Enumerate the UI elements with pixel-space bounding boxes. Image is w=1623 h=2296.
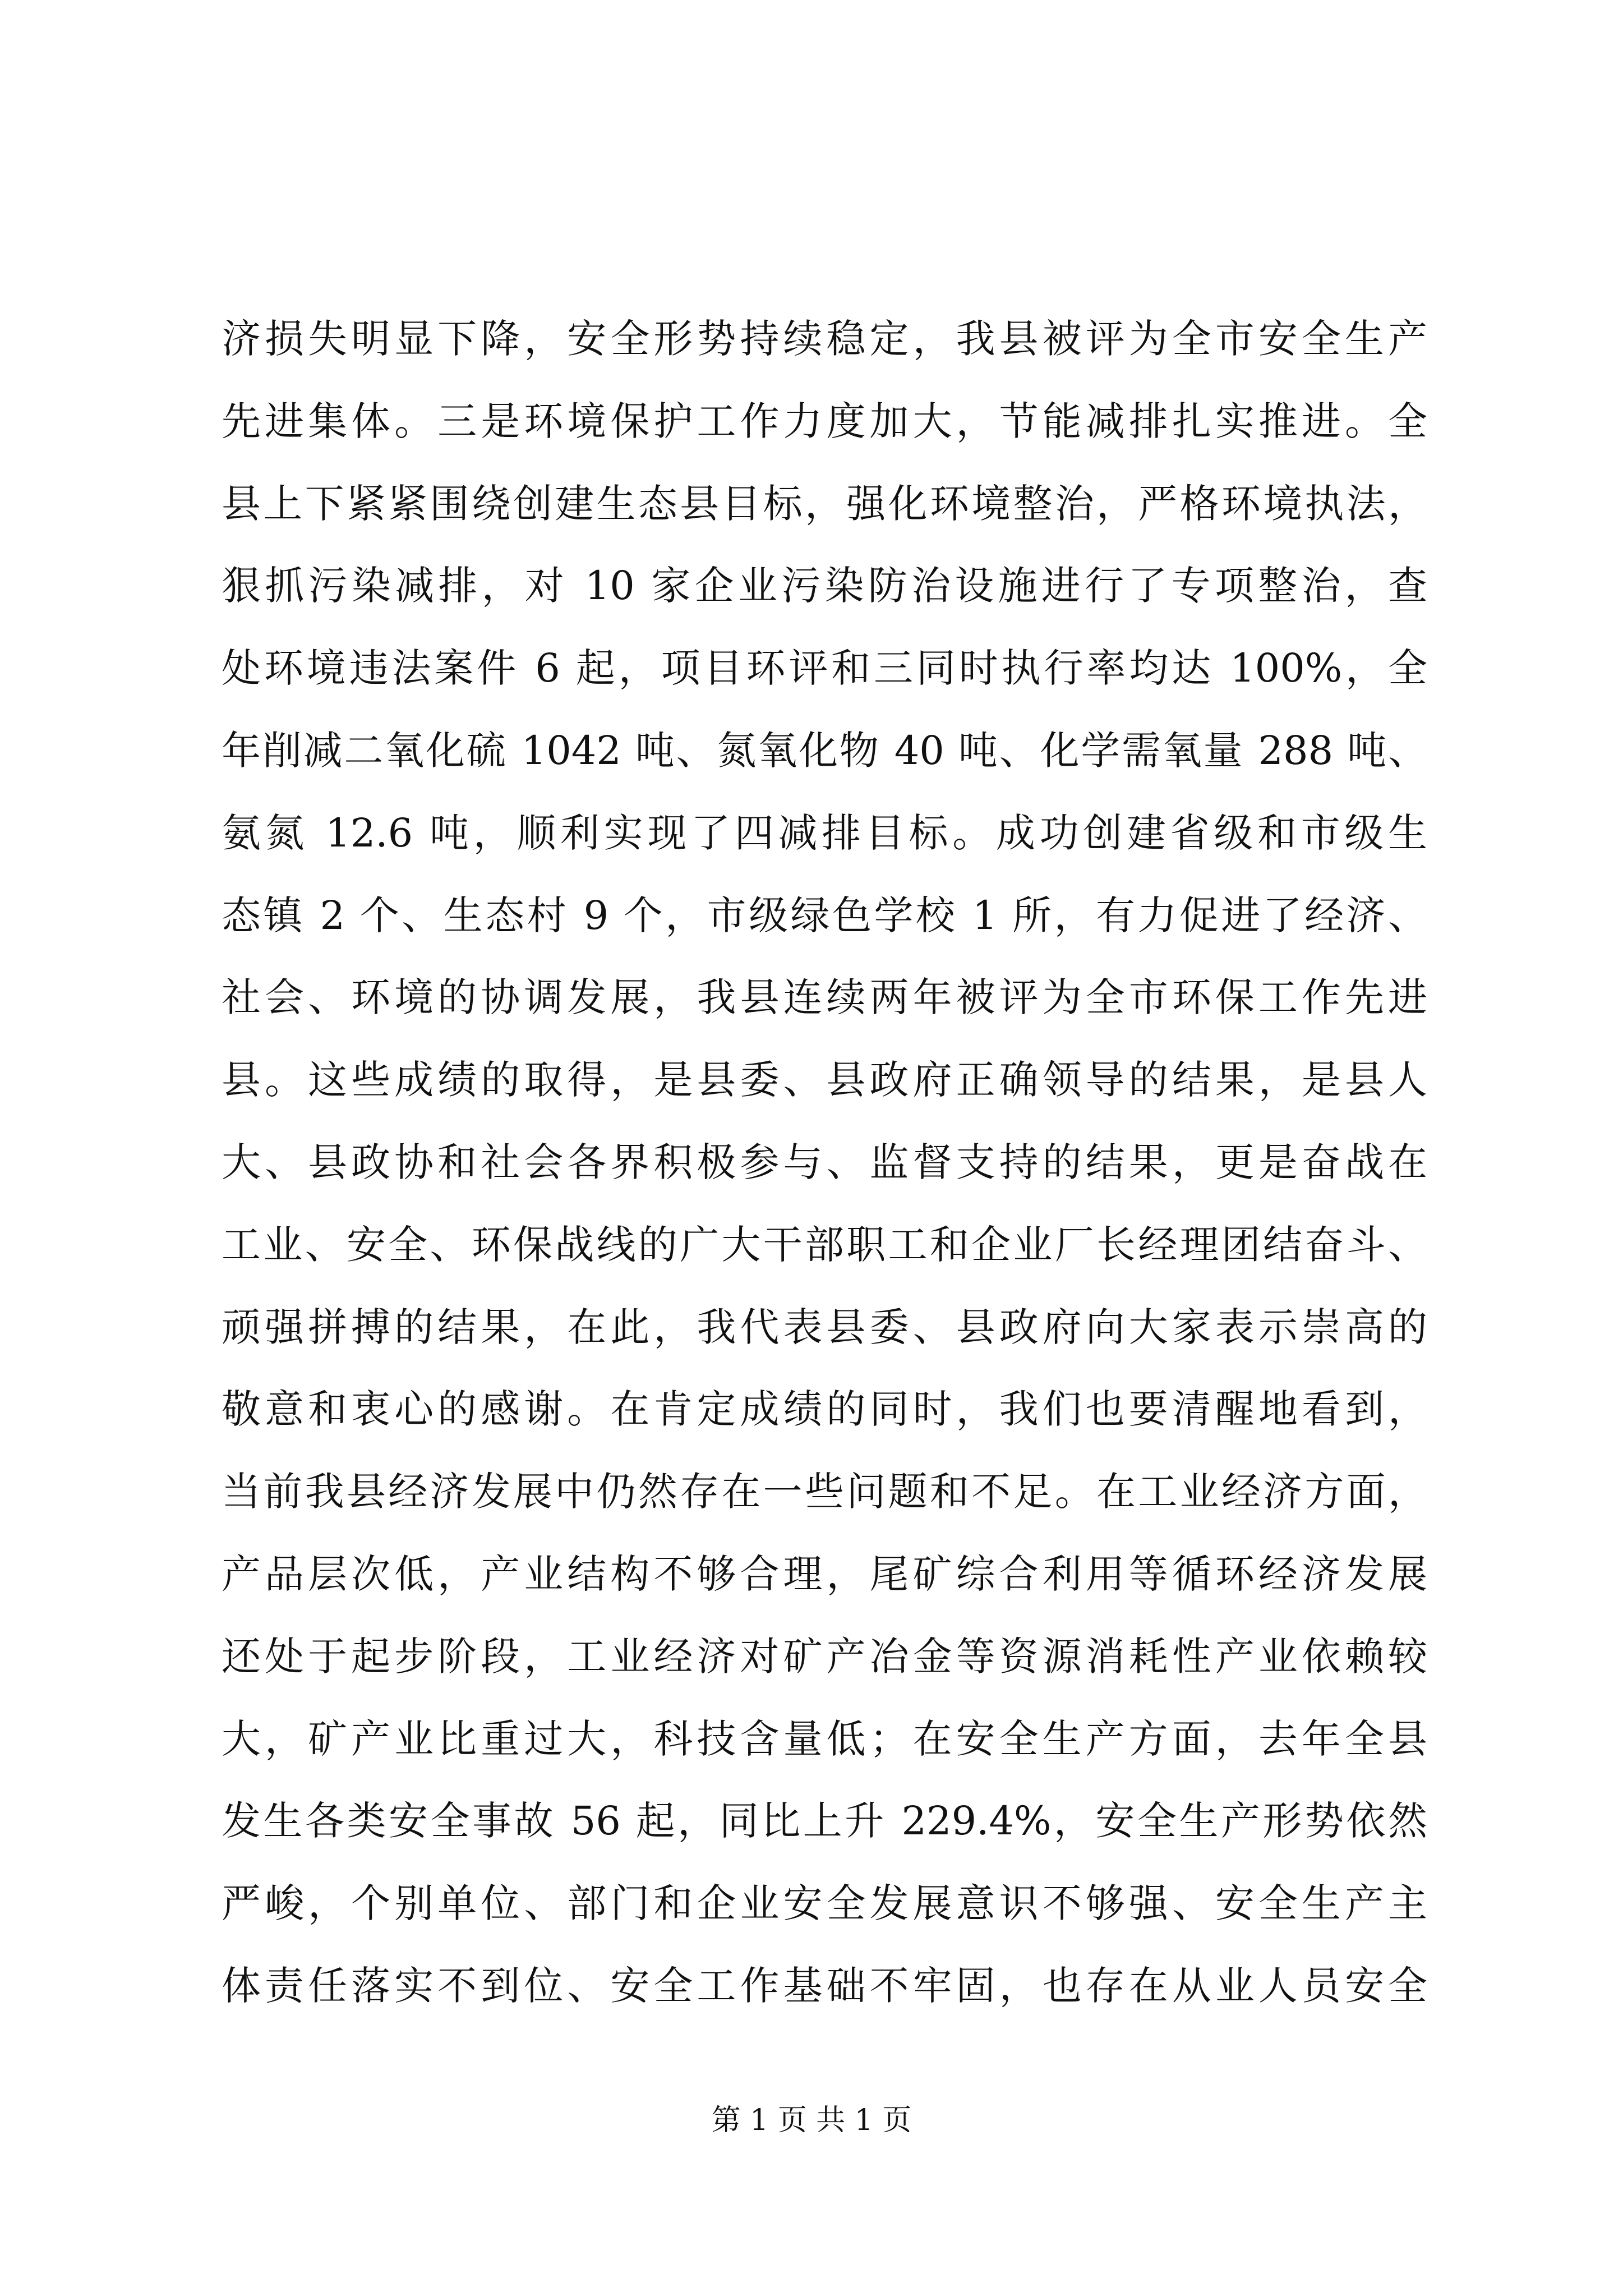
text-line: 处环境违法案件 6 起，项目环评和三同时执行率均达 100%，全 <box>222 645 1427 692</box>
text-line: 狠抓污染减排，对 10 家企业污染防治设施进行了专项整治，查 <box>222 563 1427 609</box>
text-line: 先进集体。三是环境保护工作力度加大，节能减排扎实推进。全 <box>222 398 1427 444</box>
text-line: 大、县政协和社会各界积极参与、监督支持的结果，更是奋战在 <box>222 1139 1427 1185</box>
text-line: 产品层次低，产业结构不够合理，尾矿综合利用等循环经济发展 <box>222 1550 1427 1597</box>
text-line: 态镇 2 个、生态村 9 个，市级绿色学校 1 所，有力促进了经济、 <box>222 892 1427 938</box>
text-line: 当前我县经济发展中仍然存在一些问题和不足。在工业经济方面， <box>222 1469 1427 1515</box>
body-text <box>222 298 1427 2027</box>
page-number-footer: 第 1 页 共 1 页 <box>711 2104 912 2137</box>
text-line: 顽强拼搏的结果，在此，我代表县委、县政府向大家表示崇高的 <box>222 1304 1427 1350</box>
text-line: 济损失明显下降，安全形势持续稳定，我县被评为全市安全生产 <box>222 316 1427 362</box>
text-line: 发生各类安全事故 56 起，同比上升 229.4%，安全生产形势依然 <box>222 1798 1427 1844</box>
text-line: 氨氮 12.6 吨，顺利实现了四减排目标。成功创建省级和市级生 <box>222 809 1427 856</box>
text-line: 大，矿产业比重过大，科技含量低；在安全生产方面，去年全县 <box>222 1715 1427 1762</box>
text-line: 严峻，个别单位、部门和企业安全发展意识不够强、安全生产主 <box>222 1880 1427 1927</box>
text-line: 年削减二氧化硫 1042 吨、氮氧化物 40 吨、化学需氧量 288 吨、 <box>222 727 1427 774</box>
text-line: 县上下紧紧围绕创建生态县目标，强化环境整治，严格环境执法， <box>222 480 1427 527</box>
text-line: 工业、安全、环保战线的广大干部职工和企业厂长经理团结奋斗、 <box>222 1221 1427 1268</box>
text-line: 敬意和衷心的感谢。在肯定成绩的同时，我们也要清醒地看到， <box>222 1386 1427 1433</box>
text-line: 县。这些成绩的取得，是县委、县政府正确领导的结果，是县人 <box>222 1057 1427 1103</box>
text-line: 还处于起步阶段，工业经济对矿产冶金等资源消耗性产业依赖较 <box>222 1633 1427 1680</box>
text-line: 体责任落实不到位、安全工作基础不牢固，也存在从业人员安全 <box>222 1962 1427 2009</box>
text-line: 社会、环境的协调发展，我县连续两年被评为全市环保工作先进 <box>222 974 1427 1021</box>
